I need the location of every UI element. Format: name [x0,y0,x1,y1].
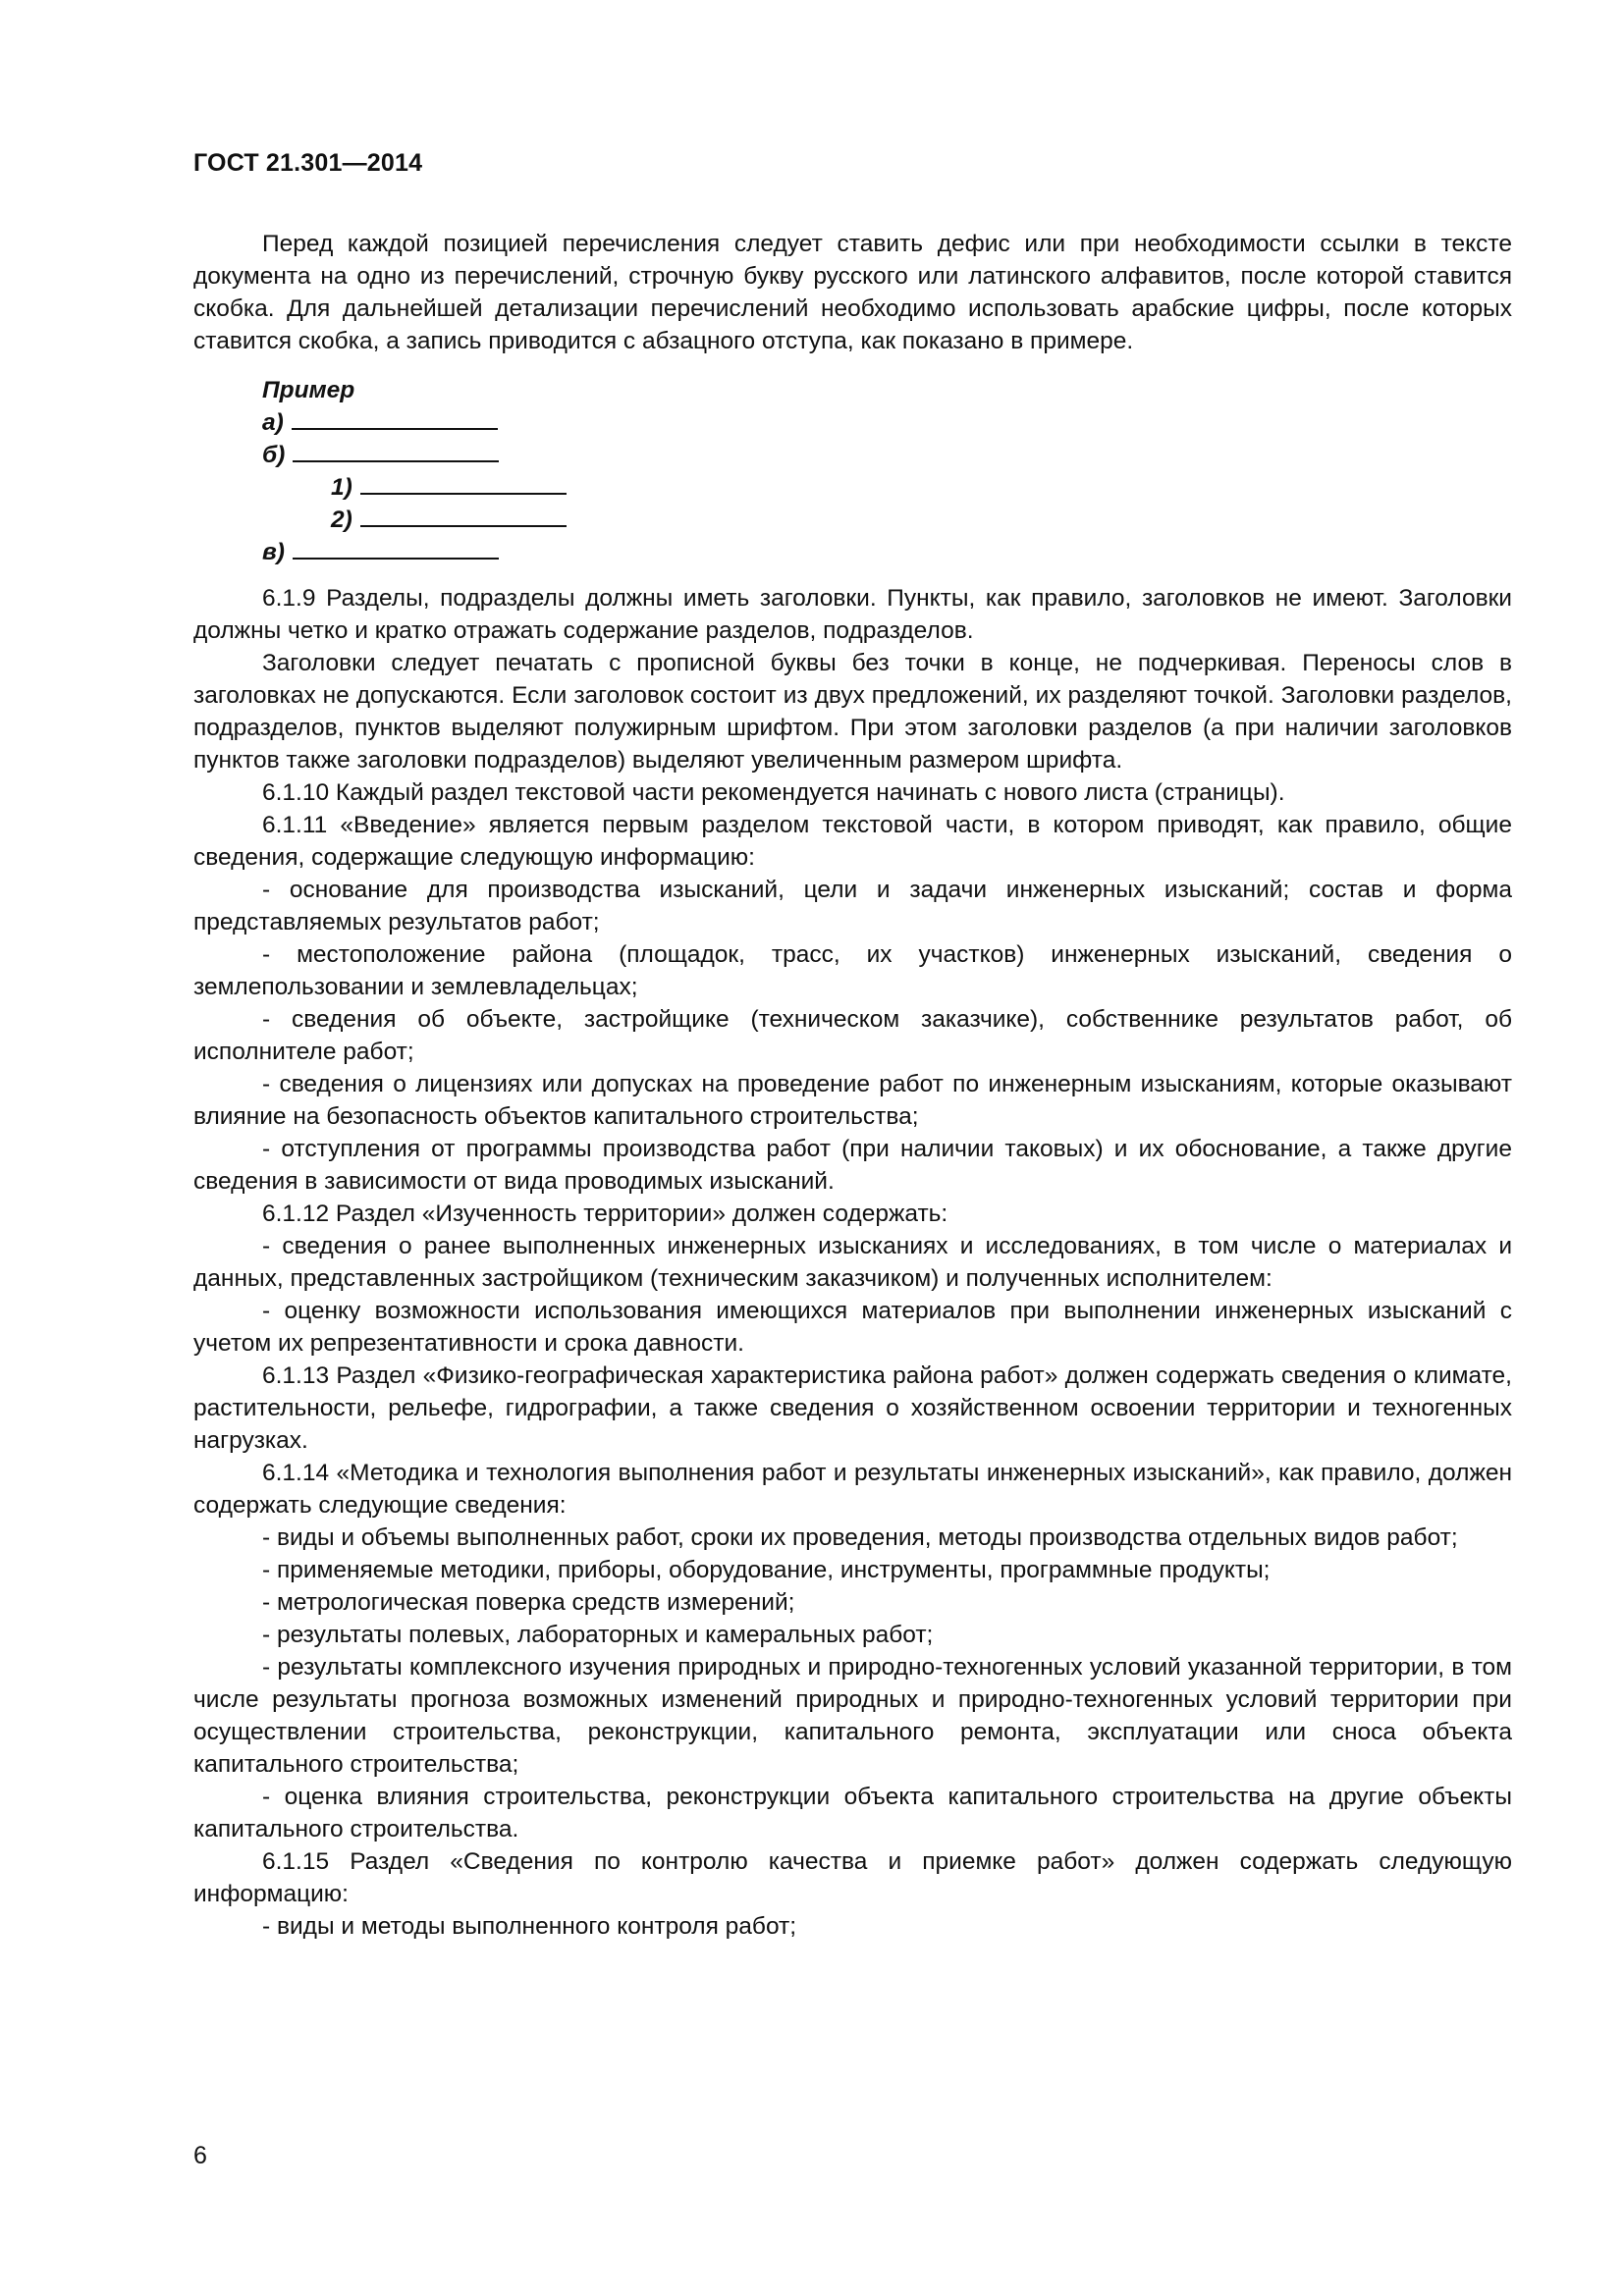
list-item: - сведения об объекте, застройщике (техническом заказчике), собственнике результатов работ, об исполнителе работ; [193,1006,1512,1065]
example-subitem: 2) [262,504,1512,536]
list-item: - применяемые методики, приборы, оборудование, инструменты, программные продукты; [262,1557,1271,1583]
example-title: Пример [262,377,355,403]
document-body [193,228,1512,1943]
paragraph-6-1-9: 6.1.9 Разделы, подразделы должны иметь заголовки. Пункты, как правило, заголовков не имеют. Заголовки должны четко и кратко отражать содержание разделов, подразделов. [193,585,1512,644]
list-item: - результаты комплексного изучения природных и природно-техногенных условий указанной территории, в том числе результаты прогноза возможных изменений природных и природно-техногенных условий территории при осуществлении строительства, реконструкции, капитального ремонта, эксплуатации или сноса объекта капитального строительства; [193,1654,1512,1778]
example-item: а) [262,406,1512,439]
blank-line [293,439,499,462]
list-item: - местоположение района (площадок, трасс, их участков) инженерных изысканий, сведения о землепользовании и землевладельцах; [193,941,1512,1000]
blank-line [360,471,567,495]
example-item: в) [262,536,1512,568]
paragraph-headings-rules: Заголовки следует печатать с прописной буквы без точки в конце, не подчеркивая. Переносы слов в заголовках не допускаются. Если заголовок состоит из двух предложений, их разделяют точкой. Заголовки разделов, подразделов, пунктов выделяют полужирным шрифтом. При этом заголовки разделов (а при наличии заголовков пунктов также заголовки подразделов) выделяют увеличенным размером шрифта. [193,650,1512,774]
intro-paragraph: Перед каждой позицией перечисления следует ставить дефис или при необходимости ссылки в тексте документа на одно из перечислений, строчную букву русского или латинского алфавитов, после которой ставится скобка. Для дальнейшей детализации перечислений необходимо использовать арабские цифры, после которых ставится скобка, а запись приводится с абзацного отступа, как показано в примере. [193,231,1512,354]
list-item: - сведения о лицензиях или допусках на проведение работ по инженерным изысканиям, которые оказывают влияние на безопасность объектов капитального строительства; [193,1071,1512,1130]
paragraph-6-1-12: 6.1.12 Раздел «Изученность территории» должен содержать: [262,1201,948,1227]
list-item: - основание для производства изысканий, цели и задачи инженерных изысканий; состав и форма представляемых результатов работ; [193,877,1512,935]
document-header: ГОСТ 21.301—2014 [193,149,423,177]
list-item: - результаты полевых, лабораторных и камеральных работ; [262,1622,934,1648]
paragraph-6-1-11: 6.1.11 «Введение» является первым разделом текстовой части, в котором приводят, как правило, общие сведения, содержащие следующую информацию: [193,812,1512,871]
paragraph-6-1-13: 6.1.13 Раздел «Физико-географическая характеристика района работ» должен содержать сведения о климате, растительности, рельефе, гидрографии, а также сведения о хозяйственном освоении территории и техногенных нагрузках. [193,1362,1512,1454]
paragraph-6-1-10: 6.1.10 Каждый раздел текстовой части рекомендуется начинать с нового листа (страницы). [262,779,1285,806]
page-number: 6 [193,2142,207,2169]
list-item: - виды и методы выполненного контроля работ; [262,1913,797,1940]
list-item: - метрологическая поверка средств измерений; [262,1589,795,1616]
blank-line [360,504,567,527]
blank-line [293,536,499,560]
list-item: - оценку возможности использования имеющихся материалов при выполнении инженерных изысканий с учетом их репрезентативности и срока давности. [193,1298,1512,1357]
list-item: - оценка влияния строительства, реконструкции объекта капитального строительства на другие объекты капитального строительства. [193,1784,1512,1842]
example-subitem: 1) [262,471,1512,504]
paragraph-6-1-14: 6.1.14 «Методика и технология выполнения работ и результаты инженерных изысканий», как правило, должен содержать следующие сведения: [193,1460,1512,1519]
blank-line [292,406,498,430]
list-item: - виды и объемы выполненных работ, сроки их проведения, методы производства отдельных видов работ; [262,1524,1458,1551]
example-item: б) [262,439,1512,471]
example-block [262,375,1512,568]
paragraph-6-1-15: 6.1.15 Раздел «Сведения по контролю качества и приемке работ» должен содержать следующую информацию: [193,1848,1512,1907]
list-item: - отступления от программы производства работ (при наличии таковых) и их обоснование, а также другие сведения в зависимости от вида проводимых изысканий. [193,1136,1512,1195]
list-item: - сведения о ранее выполненных инженерных изысканиях и исследованиях, в том числе о материалах и данных, представленных застройщиком (техническим заказчиком) и полученных исполнителем: [193,1233,1512,1292]
